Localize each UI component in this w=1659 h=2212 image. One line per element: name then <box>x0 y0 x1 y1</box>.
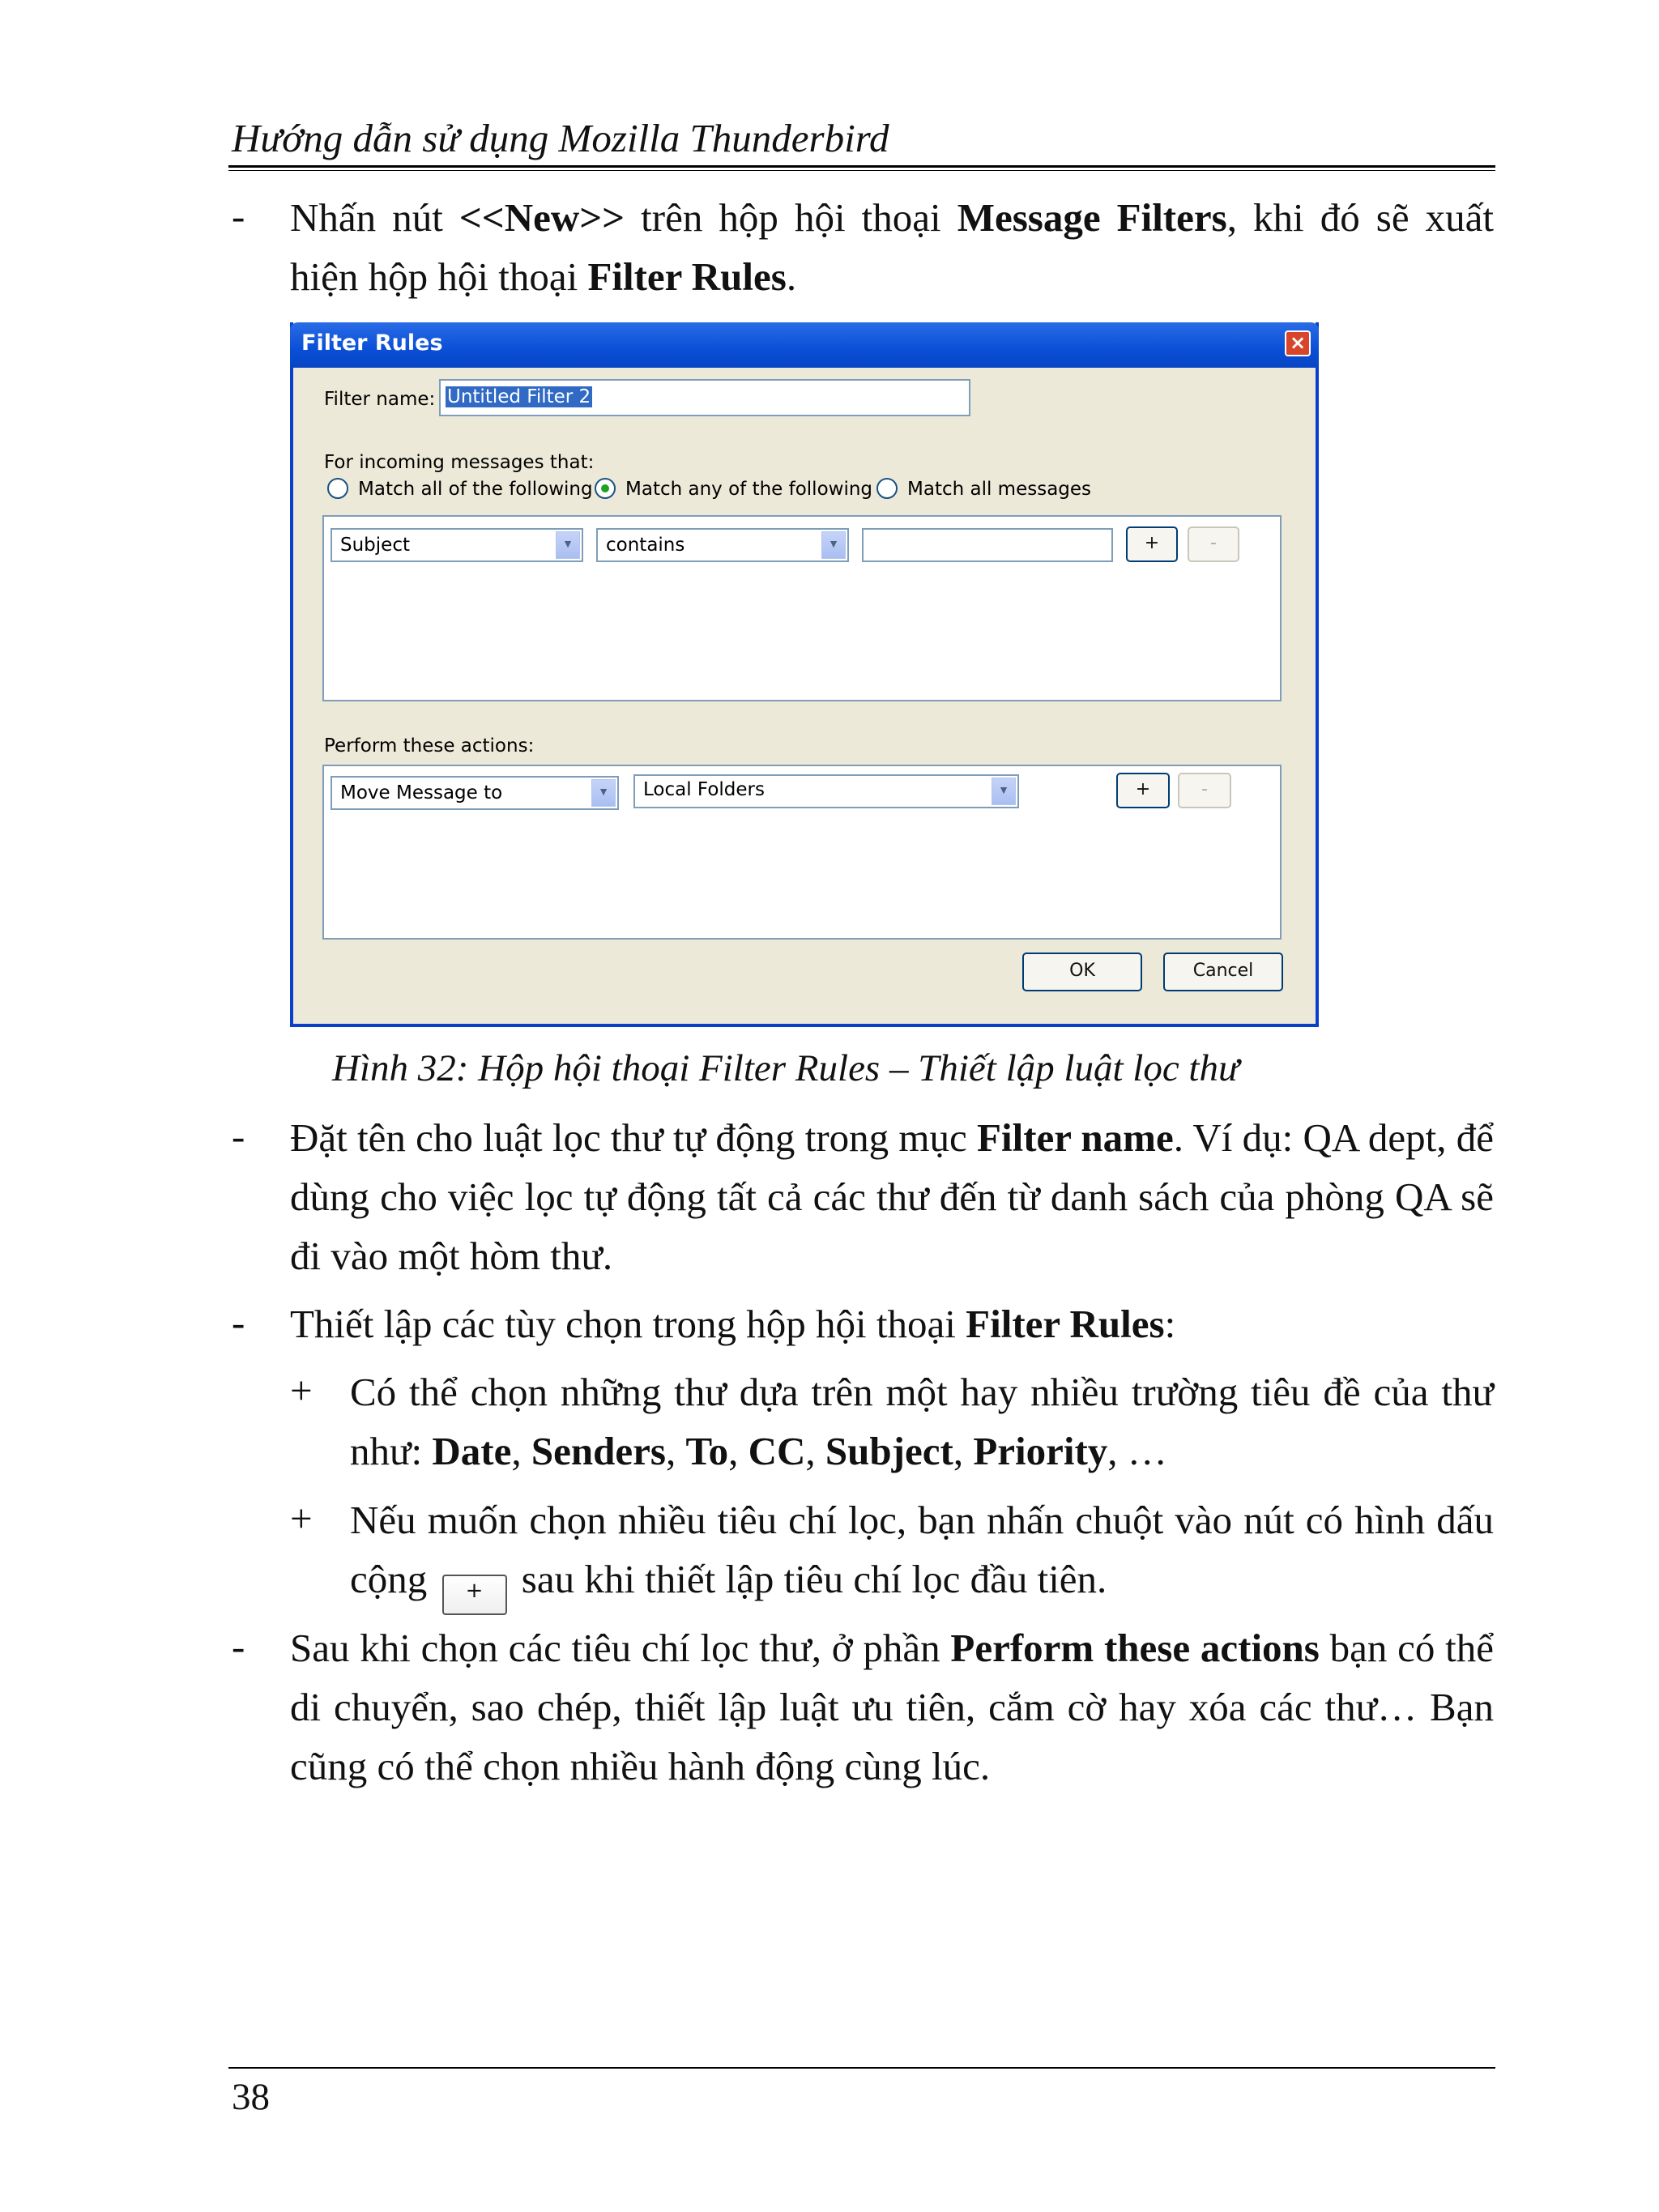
footer-rule <box>228 2067 1495 2069</box>
add-action-button[interactable]: + <box>1116 773 1170 808</box>
chevron-down-icon[interactable]: ▼ <box>821 531 846 559</box>
action-value: Move Message to <box>340 782 503 803</box>
paragraph-2: Đặt tên cho luật lọc thư tự động trong mục Filter name. Ví dụ: QA dept, để dùng cho việc lọc tự động tất cả các thư đến từ danh sách của phòng QA sẽ đi vào một hòm thư. <box>290 1115 1494 1278</box>
rule-operator-value: contains <box>606 535 685 556</box>
criteria-list <box>322 515 1282 701</box>
rule-field-select[interactable] <box>331 528 583 562</box>
bullet-plus: + <box>290 1496 313 1541</box>
chevron-down-icon[interactable]: ▼ <box>591 779 616 807</box>
incoming-messages-label: For incoming messages that: <box>324 452 595 473</box>
radio-match-all-label: Match all of the following <box>358 479 593 500</box>
bullet-dash: - <box>232 1624 245 1669</box>
figure-caption: Hình 32: Hộp hội thoại Filter Rules – Thiết lập luật lọc thư <box>332 1047 1239 1089</box>
bullet-dash: - <box>232 1300 245 1345</box>
radio-match-all[interactable] <box>327 478 348 499</box>
bullet-dash: - <box>232 194 245 238</box>
radio-match-all-messages-label: Match all messages <box>907 479 1092 500</box>
radio-match-any-label: Match any of the following <box>625 479 873 500</box>
header-rule-thin <box>228 170 1495 171</box>
bullet-dash: - <box>232 1114 245 1158</box>
bullet-plus: + <box>290 1368 313 1413</box>
paragraph-1: Nhấn nút <<New>> trên hộp hội thoại Message Filters, khi đó sẽ xuất hiện hộp hội thoại Filter Rules. <box>290 195 1495 299</box>
sub-bullet-2: Nếu muốn chọn nhiều tiêu chí lọc, bạn nhấn chuột vào nút có hình dấu cộng + sau khi thiết lập tiêu chí lọc đầu tiên. <box>350 1490 1494 1615</box>
ok-button[interactable]: OK <box>1022 953 1142 991</box>
page-number: 38 <box>232 2076 270 2118</box>
sub-bullet-1: Có thể chọn những thư dựa trên một hay nhiều trường tiêu đề của thư như: Date, Senders, To, CC, Subject, Priority, … <box>350 1370 1494 1473</box>
add-criterion-button[interactable]: + <box>1126 526 1178 562</box>
filter-name-label: Filter name: <box>324 389 436 410</box>
filter-rules-dialog <box>290 322 1319 1027</box>
action-target-value: Local Folders <box>643 779 765 800</box>
rule-operator-select[interactable] <box>596 528 849 562</box>
actions-label: Perform these actions: <box>324 735 535 757</box>
remove-criterion-button[interactable]: - <box>1188 526 1239 562</box>
paragraph-4: Sau khi chọn các tiêu chí lọc thư, ở phần Perform these actions bạn có thể di chuyển, sao chép, thiết lập luật ưu tiên, cắm cờ hay xóa các thư… Bạn cũng có thể chọn nhiều hành động cùng lúc. <box>290 1626 1494 1788</box>
radio-match-all-messages[interactable] <box>876 478 898 499</box>
remove-action-button[interactable]: - <box>1178 773 1231 808</box>
radio-match-any[interactable] <box>595 478 616 499</box>
rule-field-value: Subject <box>340 535 410 556</box>
action-target-select[interactable] <box>633 774 1019 808</box>
cancel-button[interactable]: Cancel <box>1163 953 1283 991</box>
filter-name-value: Untitled Filter 2 <box>447 386 591 407</box>
close-icon[interactable]: × <box>1285 330 1311 356</box>
action-select[interactable] <box>331 776 619 810</box>
header-rule <box>228 165 1495 168</box>
filter-name-input[interactable] <box>439 379 970 416</box>
plus-button-icon: + <box>442 1575 507 1615</box>
dialog-title: Filter Rules <box>301 330 443 356</box>
chevron-down-icon[interactable]: ▼ <box>556 531 580 559</box>
chevron-down-icon[interactable]: ▼ <box>992 778 1016 805</box>
paragraph-3: Thiết lập các tùy chọn trong hộp hội thoại Filter Rules: <box>290 1302 1176 1346</box>
running-header: Hướng dẫn sử dụng Mozilla Thunderbird <box>232 116 889 160</box>
dialog-titlebar <box>290 322 1319 368</box>
actions-list <box>322 765 1282 940</box>
rule-value-input[interactable] <box>862 528 1113 562</box>
